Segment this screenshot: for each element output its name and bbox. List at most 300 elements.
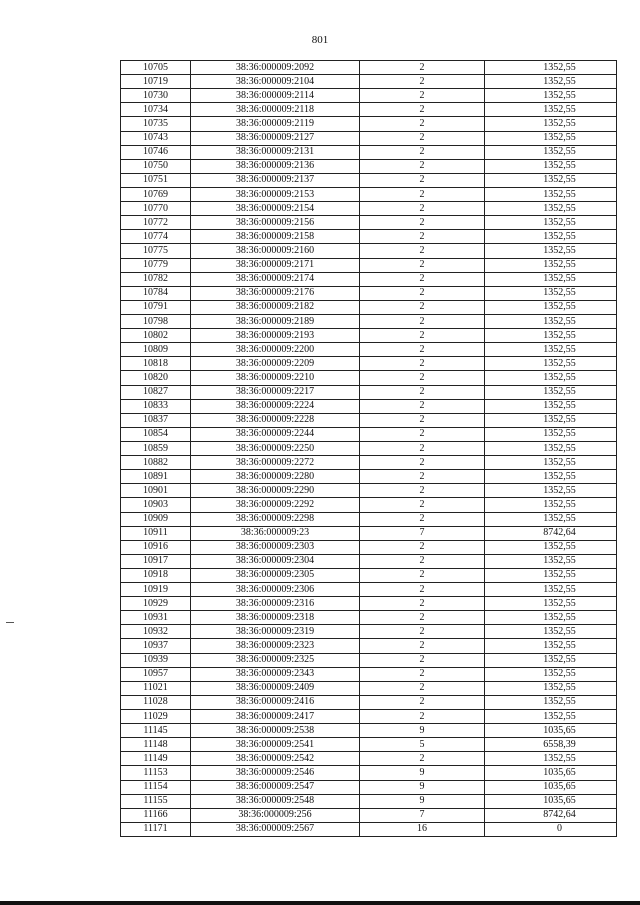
cadastral-number-cell: 38:36:000009:2292 [191,498,360,512]
table-row [121,103,617,117]
amount-value: 1352,55 [543,287,576,299]
amount-cell [485,314,617,328]
row-number-cell: 10909 [121,512,191,526]
table-row [121,131,617,145]
row-number-cell: 10833 [121,399,191,413]
amount-value: 0 [557,823,562,835]
amount-cell [485,272,617,286]
table-row [121,441,617,455]
row-number-cell: 10705 [121,61,191,75]
count-cell: 2 [360,89,485,103]
amount-value: 1352,55 [543,160,576,172]
margin-mark [6,622,14,623]
row-number-cell: 10903 [121,498,191,512]
table-row [121,371,617,385]
cadastral-number-cell: 38:36:000009:2209 [191,357,360,371]
count-cell: 2 [360,272,485,286]
amount-cell [485,498,617,512]
count-cell: 2 [360,131,485,145]
count-cell: 2 [360,399,485,413]
table-row [121,780,617,794]
amount-value: 1352,55 [543,273,576,285]
amount-cell [485,738,617,752]
count-cell: 2 [360,216,485,230]
count-cell: 2 [360,117,485,131]
table-row [121,752,617,766]
amount-cell [485,286,617,300]
amount-cell [485,695,617,709]
count-cell: 2 [360,653,485,667]
amount-cell [485,230,617,244]
table-row [121,117,617,131]
cadastral-number-cell: 38:36:000009:2224 [191,399,360,413]
amount-cell [485,159,617,173]
table-row [121,738,617,752]
amount-cell [485,752,617,766]
row-number-cell: 10769 [121,187,191,201]
table-row [121,625,617,639]
count-cell: 2 [360,752,485,766]
amount-cell [485,710,617,724]
row-number-cell: 10751 [121,173,191,187]
cadastral-number-cell: 38:36:000009:2548 [191,794,360,808]
cadastral-number-cell: 38:36:000009:2193 [191,329,360,343]
row-number-cell: 10730 [121,89,191,103]
amount-cell [485,61,617,75]
amount-value: 1352,55 [543,541,576,553]
amount-cell [485,371,617,385]
table-row [121,822,617,836]
row-number-cell: 10719 [121,75,191,89]
amount-cell [485,822,617,836]
amount-cell [485,554,617,568]
row-number-cell: 10775 [121,244,191,258]
count-cell: 2 [360,329,485,343]
table-row [121,554,617,568]
amount-cell [485,329,617,343]
amount-cell [485,117,617,131]
cadastral-number-cell: 38:36:000009:2541 [191,738,360,752]
table-row [121,202,617,216]
table-row [121,75,617,89]
count-cell: 2 [360,300,485,314]
amount-cell [485,639,617,653]
cadastral-number-cell: 38:36:000009:23 [191,526,360,540]
amount-cell [485,667,617,681]
count-cell: 2 [360,61,485,75]
count-cell: 2 [360,286,485,300]
amount-cell [485,808,617,822]
amount-cell [485,202,617,216]
cadastral-number-cell: 38:36:000009:2272 [191,456,360,470]
row-number-cell: 10939 [121,653,191,667]
cadastral-number-cell: 38:36:000009:2305 [191,568,360,582]
amount-cell [485,145,617,159]
count-cell: 2 [360,554,485,568]
table-row [121,357,617,371]
table-row [121,286,617,300]
count-cell: 2 [360,484,485,498]
table-row [121,145,617,159]
cadastral-number-cell: 38:36:000009:2542 [191,752,360,766]
cadastral-number-cell: 38:36:000009:2316 [191,597,360,611]
count-cell: 2 [360,385,485,399]
count-cell: 2 [360,187,485,201]
count-cell: 2 [360,357,485,371]
cadastral-number-cell: 38:36:000009:2250 [191,441,360,455]
table-row [121,470,617,484]
table-row [121,568,617,582]
cadastral-number-cell: 38:36:000009:2280 [191,470,360,484]
count-cell: 7 [360,808,485,822]
row-number-cell: 10784 [121,286,191,300]
cadastral-number-cell: 38:36:000009:2119 [191,117,360,131]
row-number-cell: 10901 [121,484,191,498]
table-row [121,794,617,808]
amount-value: 1352,55 [543,498,576,510]
amount-value: 1352,55 [543,414,576,426]
amount-cell [485,216,617,230]
amount-value: 1352,55 [543,611,576,623]
amount-value: 1035,65 [543,781,576,793]
table-row [121,385,617,399]
amount-value: 1035,65 [543,767,576,779]
amount-value: 1352,55 [543,329,576,341]
count-cell: 2 [360,244,485,258]
amount-value: 1352,55 [543,244,576,256]
row-number-cell: 10798 [121,314,191,328]
count-cell: 7 [360,526,485,540]
amount-cell [485,258,617,272]
amount-cell [485,413,617,427]
amount-value: 1352,55 [543,597,576,609]
row-number-cell: 11021 [121,681,191,695]
amount-cell [485,343,617,357]
count-cell: 2 [360,103,485,117]
amount-value: 1352,55 [543,442,576,454]
table-row [121,681,617,695]
amount-value: 1352,55 [543,640,576,652]
row-number-cell: 10919 [121,583,191,597]
amount-value: 1352,55 [543,357,576,369]
amount-cell [485,766,617,780]
amount-value: 1352,55 [543,625,576,637]
amount-cell [485,103,617,117]
row-number-cell: 10931 [121,611,191,625]
row-number-cell: 10735 [121,117,191,131]
amount-cell [485,75,617,89]
count-cell: 2 [360,695,485,709]
amount-value: 1352,55 [543,75,576,87]
amount-cell [485,653,617,667]
table-row [121,159,617,173]
table-row [121,427,617,441]
table-row [121,272,617,286]
amount-cell [485,427,617,441]
amount-value: 8742,64 [543,809,576,821]
row-number-cell: 11029 [121,710,191,724]
cadastral-number-cell: 38:36:000009:2131 [191,145,360,159]
row-number-cell: 10911 [121,526,191,540]
page-bottom-border [0,901,640,905]
count-cell: 2 [360,314,485,328]
count-cell: 9 [360,780,485,794]
row-number-cell: 11154 [121,780,191,794]
row-number-cell: 10917 [121,554,191,568]
amount-value: 1352,55 [543,654,576,666]
cadastral-number-cell: 38:36:000009:2174 [191,272,360,286]
cadastral-number-cell: 38:36:000009:2244 [191,427,360,441]
table-body [121,61,617,837]
table-row [121,639,617,653]
row-number-cell: 10802 [121,329,191,343]
table-row [121,724,617,738]
cadastral-number-cell: 38:36:000009:2156 [191,216,360,230]
count-cell: 2 [360,667,485,681]
cadastral-number-cell: 38:36:000009:2127 [191,131,360,145]
amount-value: 1352,55 [543,682,576,694]
cadastral-number-cell: 38:36:000009:2325 [191,653,360,667]
amount-value: 1352,55 [543,752,576,764]
amount-cell [485,597,617,611]
cadastral-number-cell: 38:36:000009:2228 [191,413,360,427]
amount-cell [485,611,617,625]
cadastral-number-cell: 38:36:000009:2189 [191,314,360,328]
table-row [121,526,617,540]
cadastral-number-cell: 38:36:000009:2298 [191,512,360,526]
count-cell: 2 [360,710,485,724]
table-row [121,766,617,780]
count-cell: 9 [360,766,485,780]
row-number-cell: 10818 [121,357,191,371]
count-cell: 2 [360,173,485,187]
amount-cell [485,568,617,582]
row-number-cell: 11028 [121,695,191,709]
cadastral-number-cell: 38:36:000009:2546 [191,766,360,780]
row-number-cell: 10743 [121,131,191,145]
amount-value: 1352,55 [543,132,576,144]
amount-cell [485,484,617,498]
row-number-cell: 10929 [121,597,191,611]
table-row [121,653,617,667]
count-cell: 2 [360,611,485,625]
amount-cell [485,300,617,314]
count-cell: 2 [360,583,485,597]
row-number-cell: 10750 [121,159,191,173]
amount-value: 1352,55 [543,117,576,129]
amount-value: 6558,39 [543,738,576,750]
row-number-cell: 10791 [121,300,191,314]
row-number-cell: 10809 [121,343,191,357]
table-row [121,244,617,258]
amount-value: 1352,55 [543,259,576,271]
amount-cell [485,244,617,258]
amount-cell [485,470,617,484]
table-row [121,611,617,625]
count-cell: 2 [360,343,485,357]
amount-cell [485,131,617,145]
count-cell: 2 [360,230,485,244]
row-number-cell: 10916 [121,540,191,554]
cadastral-number-cell: 38:36:000009:2092 [191,61,360,75]
table-row [121,512,617,526]
table-row [121,667,617,681]
table-row [121,343,617,357]
cadastral-number-cell: 38:36:000009:2137 [191,173,360,187]
count-cell: 9 [360,724,485,738]
cadastral-number-cell: 38:36:000009:2114 [191,89,360,103]
amount-cell [485,794,617,808]
amount-cell [485,89,617,103]
row-number-cell: 10734 [121,103,191,117]
table-row [121,258,617,272]
amount-value: 1352,55 [543,513,576,525]
amount-value: 1352,55 [543,371,576,383]
row-number-cell: 10957 [121,667,191,681]
count-cell: 2 [360,512,485,526]
amount-value: 1352,55 [543,428,576,440]
cadastral-number-cell: 38:36:000009:2567 [191,822,360,836]
amount-cell [485,512,617,526]
cadastral-number-cell: 38:36:000009:2154 [191,202,360,216]
table-row [121,314,617,328]
amount-value: 1352,55 [543,456,576,468]
cadastral-number-cell: 38:36:000009:2217 [191,385,360,399]
table-row [121,230,617,244]
count-cell: 2 [360,568,485,582]
table-row [121,498,617,512]
amount-value: 1352,55 [543,301,576,313]
amount-value: 1035,65 [543,724,576,736]
cadastral-number-cell: 38:36:000009:2153 [191,187,360,201]
count-cell: 2 [360,540,485,554]
table-row [121,61,617,75]
amount-cell [485,357,617,371]
row-number-cell: 10779 [121,258,191,272]
amount-cell [485,540,617,554]
cadastral-table [120,60,617,837]
table-row [121,710,617,724]
amount-value: 8742,64 [543,527,576,539]
cadastral-number-cell: 38:36:000009:2303 [191,540,360,554]
table-row [121,413,617,427]
row-number-cell: 11153 [121,766,191,780]
row-number-cell: 10918 [121,568,191,582]
amount-cell [485,583,617,597]
amount-cell [485,399,617,413]
row-number-cell: 10827 [121,385,191,399]
row-number-cell: 10891 [121,470,191,484]
cadastral-number-cell: 38:36:000009:2409 [191,681,360,695]
amount-value: 1352,55 [543,103,576,115]
table-row [121,597,617,611]
amount-cell [485,456,617,470]
cadastral-number-cell: 38:36:000009:2290 [191,484,360,498]
amount-value: 1352,55 [543,216,576,228]
row-number-cell: 11155 [121,794,191,808]
cadastral-number-cell: 38:36:000009:2547 [191,780,360,794]
amount-value: 1352,55 [543,668,576,680]
count-cell: 2 [360,258,485,272]
cadastral-number-cell: 38:36:000009:2306 [191,583,360,597]
count-cell: 2 [360,625,485,639]
row-number-cell: 10770 [121,202,191,216]
amount-value: 1352,55 [543,583,576,595]
page-number: 801 [311,34,329,46]
table-row [121,173,617,187]
count-cell: 9 [360,794,485,808]
count-cell: 2 [360,427,485,441]
cadastral-number-cell: 38:36:000009:2158 [191,230,360,244]
row-number-cell: 10820 [121,371,191,385]
table-row [121,216,617,230]
amount-cell [485,187,617,201]
cadastral-number-cell: 38:36:000009:2182 [191,300,360,314]
amount-value: 1352,55 [543,146,576,158]
cadastral-number-cell: 38:36:000009:2176 [191,286,360,300]
count-cell: 2 [360,159,485,173]
cadastral-number-cell: 38:36:000009:2136 [191,159,360,173]
cadastral-number-cell: 38:36:000009:2343 [191,667,360,681]
amount-value: 1352,55 [543,188,576,200]
cadastral-number-cell: 38:36:000009:2210 [191,371,360,385]
count-cell: 2 [360,371,485,385]
table-row [121,583,617,597]
count-cell: 2 [360,202,485,216]
amount-cell [485,625,617,639]
count-cell: 2 [360,498,485,512]
row-number-cell: 10837 [121,413,191,427]
row-number-cell: 10859 [121,441,191,455]
table-row [121,540,617,554]
amount-value: 1352,55 [543,400,576,412]
amount-value: 1352,55 [543,230,576,242]
table-row [121,329,617,343]
row-number-cell: 11171 [121,822,191,836]
amount-cell [485,441,617,455]
cadastral-number-cell: 38:36:000009:2319 [191,625,360,639]
count-cell: 2 [360,470,485,484]
row-number-cell: 10854 [121,427,191,441]
amount-value: 1352,55 [543,61,576,73]
cadastral-number-cell: 38:36:000009:256 [191,808,360,822]
row-number-cell: 10937 [121,639,191,653]
row-number-cell: 11149 [121,752,191,766]
cadastral-number-cell: 38:36:000009:2416 [191,695,360,709]
row-number-cell: 10772 [121,216,191,230]
table-row [121,484,617,498]
amount-value: 1352,55 [543,89,576,101]
row-number-cell: 10782 [121,272,191,286]
amount-value: 1352,55 [543,555,576,567]
amount-value: 1352,55 [543,174,576,186]
amount-cell [485,173,617,187]
amount-cell [485,385,617,399]
table-row [121,187,617,201]
count-cell: 5 [360,738,485,752]
row-number-cell: 10932 [121,625,191,639]
cadastral-number-cell: 38:36:000009:2200 [191,343,360,357]
table-row [121,456,617,470]
count-cell: 2 [360,456,485,470]
amount-value: 1352,55 [543,386,576,398]
count-cell: 2 [360,75,485,89]
count-cell: 16 [360,822,485,836]
cadastral-number-cell: 38:36:000009:2304 [191,554,360,568]
row-number-cell: 10882 [121,456,191,470]
amount-value: 1352,55 [543,484,576,496]
amount-value: 1352,55 [543,315,576,327]
